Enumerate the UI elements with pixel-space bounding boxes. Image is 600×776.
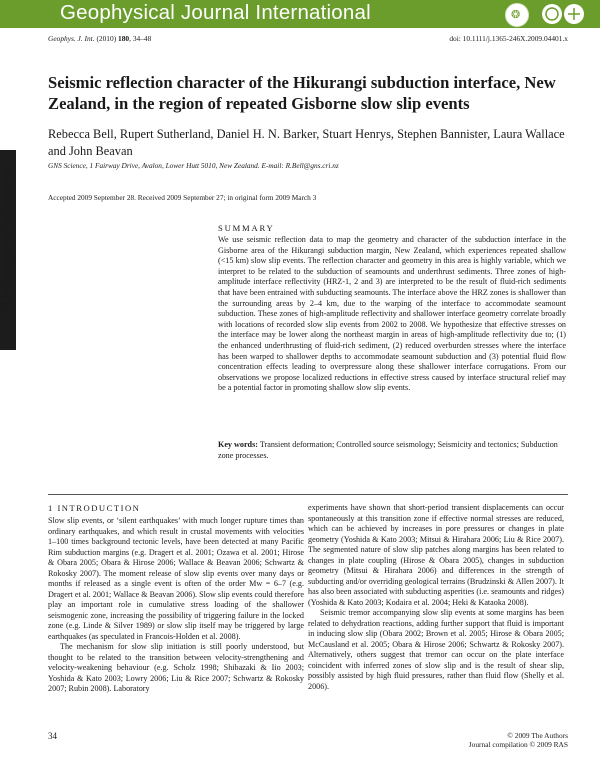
citation-year: (2010) bbox=[96, 34, 117, 43]
author-list: Rebecca Bell, Rupert Sutherland, Daniel H. N. Barker, Stuart Henrys, Stephen Bannister, Laura Wallace and John Beavan bbox=[48, 127, 565, 158]
citation-pages: , 34–48 bbox=[129, 34, 152, 43]
section-divider bbox=[48, 494, 568, 495]
intro-left-column bbox=[48, 516, 304, 695]
intro-right-column bbox=[308, 503, 564, 692]
doi[interactable]: doi: 10.1111/j.1365-246X.2009.04401.x bbox=[449, 34, 568, 43]
section-label: GJI Geodynamic and tectonics bbox=[1, 166, 13, 309]
journal-banner bbox=[0, 0, 600, 28]
citation-volume: 180 bbox=[118, 34, 130, 43]
keywords-text: Transient deformation; Controlled source seismology; Seismicity and tectonics; Subduction zone processes. bbox=[218, 440, 558, 460]
copyright-authors: © 2009 The Authors bbox=[507, 731, 568, 740]
citation bbox=[48, 34, 151, 43]
summary-heading: SUMMARY bbox=[218, 223, 275, 233]
paragraph: Slow slip events, or ‘silent earthquakes’ with much longer rupture times than ordinary earthquakes, and which result in crustal movements with velocities 1–100 times background tectonic levels, have been detected at many Pacific Rim subduction margins (e.g. Dragert et al. 2001; Ozawa et al. 2001; Hirose & Obara 2005; Obara & Hirose 2006; Wallace & Beavan 2006; Schwartz & Rokosky 2007). The moment release of slow slip events over many days or months if released as a single event is often of the order Mw = 6–7 (e.g. Dragert et al. 2001; Wallace & Beavan 2006). Slow slip events could therefore play an important role in cumulative stress loading of the shallower seismogenic zone, increasing the possibility of triggering failure in the locked zone (e.g. Linde & Silver 1989) or slow slip itself may be triggered by large earthquakes (as speculated in Francois-Holden et al. 2008). bbox=[48, 516, 304, 641]
intro-heading: 1 INTRODUCTION bbox=[48, 503, 141, 513]
keywords bbox=[218, 440, 566, 461]
article-title: Seismic reflection character of the Hikurangi subduction interface, New Zealand, in the region of repeated Gisborne slow slip events bbox=[48, 73, 556, 113]
society-logo-icon bbox=[540, 2, 588, 26]
copyright bbox=[469, 731, 568, 749]
paragraph: experiments have shown that short-period transient displacements can occur spontaneously at this transition zone if effective normal stresses are reduced, which can be achieved by increases in pore pressures or changes in plate geometry (Yoshida & Kato 2003; Mitsui & Hirahara 2006; Liu & Rice 2007). The segmented nature of slow slip patches along margins has been related to changes in plate coupling (Hirose & Obara 2005), changes in subduction geometry (Mitsui & Hirahara 2006) and differences in the strength of subducting and/or overriding geological terrains (Brudzinski & Allen 2007). It has also been associated with subducting asperities (i.e. seamounts and ridges) (Yoshida & Kato 2003; Kodaira et al. 2004; Heki & Kataoka 2008). bbox=[308, 503, 564, 607]
dates: Accepted 2009 September 28. Received 2009 September 27; in original form 2009 March 3 bbox=[48, 193, 317, 202]
copyright-compilation: Journal compilation © 2009 RAS bbox=[468, 740, 568, 749]
citation-journal: Geophys. J. Int. bbox=[48, 34, 95, 43]
keywords-label: Key words: bbox=[218, 440, 258, 449]
paragraph: Seismic tremor accompanying slow slip events at some margins has been related to dehydration reactions, adding further support that fluid is important in inducing slow slip (Obara 2002; Brown et al. 2005; Hirose & Obara 2005; McCausland et al. 2005; Obara & Hirose 2006; Schwartz & Rokosky 2007). Alternatively, others suggest that tremor can occur on the plate interface coincident with inferred zones of slow slip and is the result of shear slip, possibly assisted by high fluid pressures, rather than fluid flow (Shelly et al. 2006). bbox=[308, 608, 564, 691]
affiliation: GNS Science, 1 Fairway Drive, Avalon, Lower Hutt 5010, New Zealand. E-mail: R.Bell@gns.cri.nz bbox=[48, 161, 339, 170]
paragraph: The mechanism for slow slip initiation is still poorly understood, but thought to be related to the transition between velocity-strengthening and velocity-weakening behaviour (e.g. Scholz 1998; Shibazaki & Iio 2003; Yoshida & Kato 2003; Lowry 2006; Liu & Rice 2007; Schwartz & Rokosky 2007; Rubin 2008). Laboratory bbox=[48, 642, 304, 693]
journal-logo-icon: ❂ bbox=[505, 3, 529, 27]
page-number: 34 bbox=[48, 731, 57, 741]
summary-text: We use seismic reflection data to map the geometry and character of the subduction interface in the Gisborne area of the Hikurangi subduction margin, New Zealand, which experiences repeated shallow (<15 km) slow slip events. The reflection character and geometry in this area is highly variable, which we interpret to be related to the subduction of seamounts and underthrust sediments. Three zones of high-amplitude interface reflectivity (HRZ-1, 2 and 3) are interpreted to be the result of fluid-rich sediments that have been entrained with subducting seamounts. The interface above the HRZ zones is shallower than the surrounding areas by 2–4 km, due to the warping of the interface to accommodate seamount subduction. These zones of high-amplitude reflectivity and shallower interface geometry correlate broadly with locations of recorded slow slip events from 2002 to 2008. We hypothesize that effective stresses on the interface may be lower along the northeast margin in areas of high-amplitude reflectivity due to; (1) the enhanced underthrusting of fluid-rich sediment, (2) reduced overburden stresses where the interface has been warped to shallower depths to accommodate seamount subduction and (3) potential fluid flow concentration effects leading to overpressure along these shallower interface corrugations. From our observations we propose localized reductions in effective stress caused by interface structural relief may be a potential factor in promoting shallow slow slip events. bbox=[218, 235, 566, 393]
journal-name: Geophysical Journal International bbox=[60, 1, 371, 24]
